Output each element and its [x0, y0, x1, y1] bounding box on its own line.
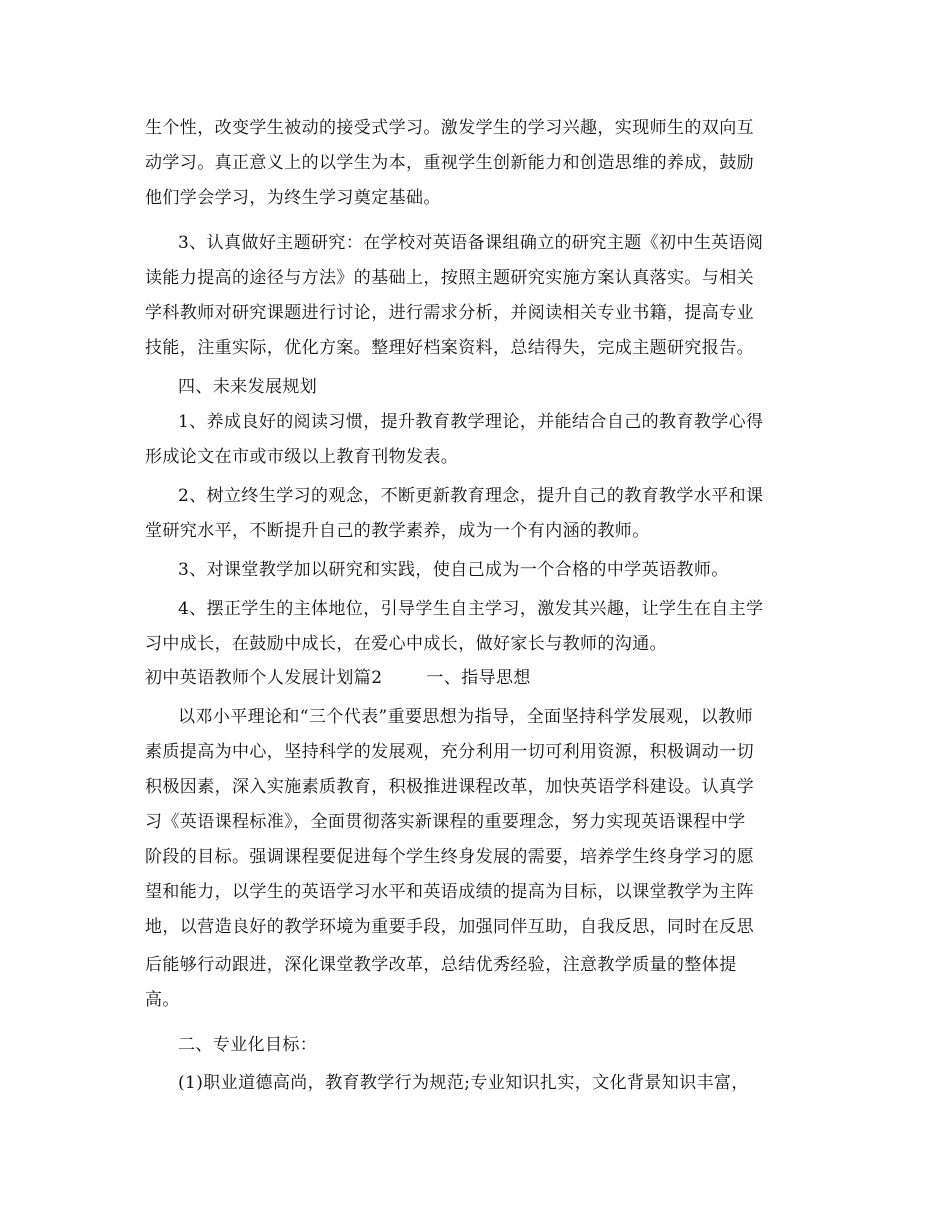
paragraph-line: 1、养成良好的阅读习惯，提升教育教学理论，并能结合自己的教育教学心得: [178, 412, 764, 432]
paragraph-line: 以邓小平理论和“三个代表”重要思想为指导，全面坚持科学发展观，以教师: [178, 707, 753, 727]
article-heading: [145, 667, 531, 689]
text-line: 积极因素，深入实施素质教育，积极推进课程改革，加快英语学科建设。认真学: [145, 777, 754, 797]
text-line: 技能，注重实际，优化方案。整理好档案资料，总结得失，完成主题研究报告。: [145, 338, 754, 358]
text-line: 读能力提高的途径与方法》的基础上，按照主题研究实施方案认真落实。与相关: [145, 268, 754, 288]
text-line: 动学习。真正意义上的以学生为本，重视学生创新能力和创造思维的养成，鼓励: [145, 153, 754, 173]
paragraph-line: (1)职业道德高尚，教育教学行为规范;专业知识扎实，文化背景知识丰富，: [178, 1073, 749, 1093]
section-heading-future-plan: 四、未来发展规划: [178, 377, 318, 397]
text-line: 素质提高为中心，坚持科学的发展观，充分利用一切可利用资源，积极调动一切: [145, 742, 754, 762]
text-line: 阶段的目标。强调课程要促进每个学生终身发展的需要，培养学生终身学习的愿: [145, 847, 754, 867]
paragraph-line: 2、树立终生学习的观念，不断更新教育理念，提升自己的教育教学水平和课: [178, 486, 764, 506]
text-line: 形成论文在市或市级以上教育刊物发表。: [145, 447, 459, 467]
text-line: 地，以营造良好的教学环境为重要手段，加强同伴互助，自我反思，同时在反思: [145, 917, 754, 937]
text-line: 习《英语课程标准》，全面贯彻落实新课程的重要理念，努力实现英语课程中学: [145, 812, 746, 832]
article-subtitle: 一、指导思想: [426, 668, 531, 688]
article-title: 初中英语教师个人发展计划篇2: [145, 668, 383, 688]
text-line: 他们学会学习，为终生学习奠定基础。: [145, 188, 441, 208]
section-heading-professional-goals: 二、专业化目标：: [178, 1035, 318, 1055]
text-line: 望和能力，以学生的英语学习水平和英语成绩的提高为目标，以课堂教学为主阵: [145, 882, 754, 902]
text-line: 后能够行动跟进，深化课堂教学改革，总结优秀经验，注意教学质量的整体提: [145, 955, 737, 975]
text-line: 生个性，改变学生被动的接受式学习。激发学生的学习兴趣，实现师生的双向互: [145, 118, 754, 138]
paragraph-line: 3、对课堂教学加以研究和实践，使自己成为一个合格的中学英语教师。: [178, 560, 729, 580]
text-line: 习中成长，在鼓励中成长，在爱心中成长，做好家长与教师的沟通。: [145, 634, 667, 654]
text-line: 高。: [145, 990, 180, 1010]
paragraph-line: 4、摆正学生的主体地位，引导学生自主学习，激发其兴趣，让学生在自主学: [178, 599, 764, 619]
text-line: 学科教师对研究课题进行讨论，进行需求分析，并阅读相关专业书籍，提高专业: [145, 303, 754, 323]
paragraph-line: 3、认真做好主题研究：在学校对英语备课组确立的研究主题《初中生英语阅: [178, 233, 764, 253]
text-line: 堂研究水平，不断提升自己的教学素养，成为一个有内涵的教师。: [145, 521, 650, 541]
